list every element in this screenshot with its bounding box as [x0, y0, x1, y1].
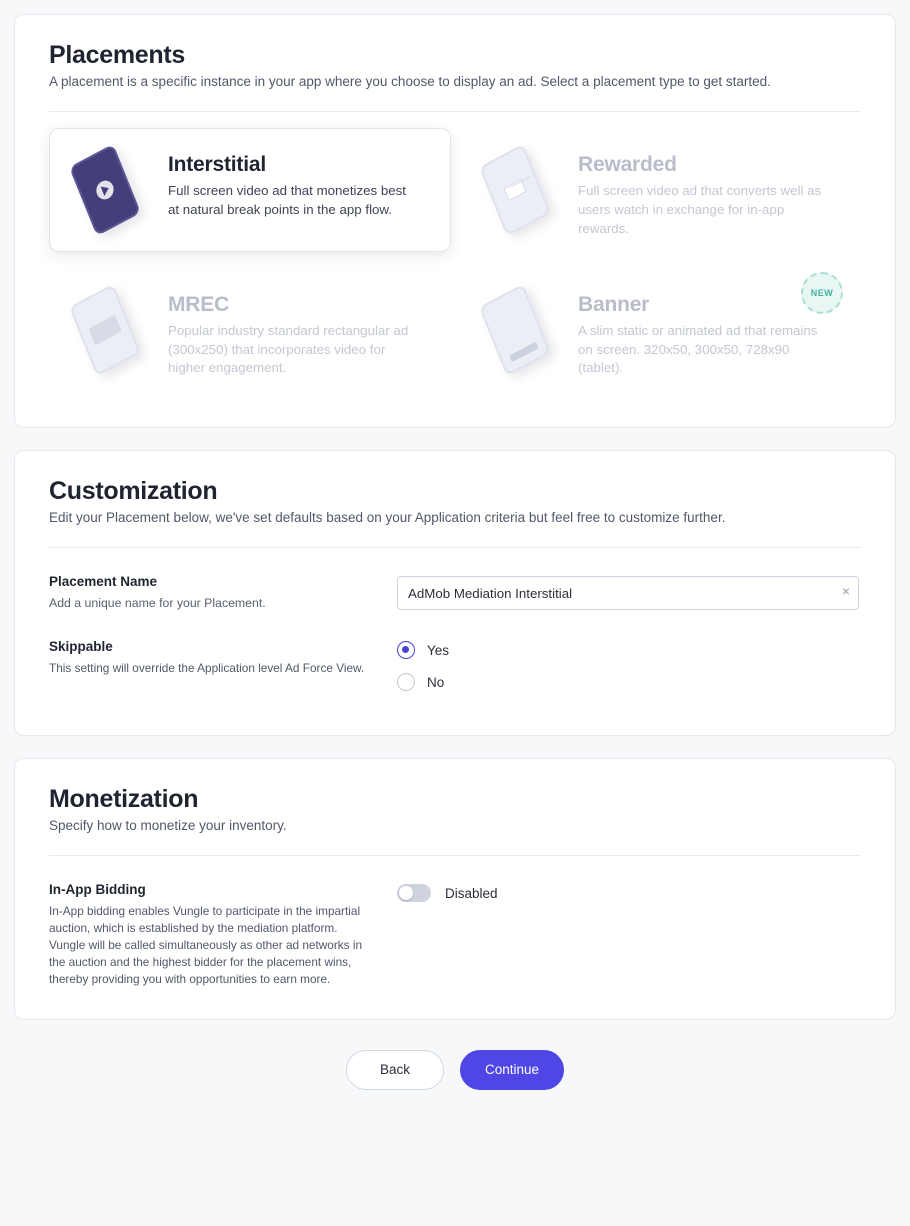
- skippable-control-col: [397, 639, 861, 705]
- radio-no-label: No: [427, 674, 445, 690]
- skippable-row: [49, 639, 861, 705]
- placement-name-control-col: [397, 574, 861, 613]
- placement-option-description: Popular industry standard rectangular ad (300x250) that incorporates video for higher engagement.: [168, 322, 409, 376]
- placement-cell-mrec: [49, 268, 451, 398]
- skippable-help: This setting will override the Application level Ad Force View.: [49, 661, 365, 676]
- in-app-bidding-help: In-App bidding enables Vungle to participate in the impartial auction, which is established by the mediation platform. Vungle will be called simultaneously as other ad networks in the auction and the highest bidder for the placement wins, thereby providing you with opportunities to earn more.: [49, 904, 363, 987]
- placement-option-description: A slim static or animated ad that remains on screen. 320x50, 300x50, 728x90 (tablet).: [578, 322, 818, 376]
- placements-title: Placements: [49, 41, 185, 69]
- placement-name-input[interactable]: [397, 576, 859, 610]
- placement-option-text: [168, 147, 418, 220]
- in-app-bidding-label-col: [49, 882, 397, 988]
- placement-name-input-wrap: [397, 576, 859, 610]
- in-app-bidding-row: [49, 882, 861, 988]
- placement-option-title: Rewarded: [578, 153, 677, 176]
- skippable-label: Skippable: [49, 639, 113, 655]
- skippable-label-col: [49, 639, 397, 705]
- rewarded-phone-icon: [474, 147, 570, 231]
- interstitial-phone-icon: [64, 147, 160, 231]
- customization-card: [14, 450, 896, 736]
- monetization-subtitle: Specify how to monetize your inventory.: [49, 818, 287, 834]
- in-app-bidding-control-col: [397, 882, 861, 988]
- placement-name-help: Add a unique name for your Placement.: [49, 596, 266, 611]
- placement-option-text: [168, 287, 418, 379]
- placement-option-title: Banner: [578, 292, 650, 316]
- placement-name-label: Placement Name: [49, 574, 158, 590]
- radio-yes-icon[interactable]: [397, 641, 415, 659]
- radio-yes-label: Yes: [427, 642, 450, 658]
- monetization-card: [14, 758, 896, 1019]
- placement-cell-interstitial: [49, 128, 451, 258]
- placements-divider: [49, 111, 861, 112]
- wizard-footer: [14, 1042, 896, 1110]
- placement-option-text: [578, 147, 828, 239]
- placement-option-text: [578, 287, 828, 379]
- in-app-bidding-state-label: Disabled: [445, 885, 498, 901]
- placement-cell-banner: [459, 268, 861, 398]
- back-button[interactable]: Back: [346, 1050, 444, 1090]
- monetization-title: Monetization: [49, 785, 199, 814]
- new-badge-icon: NEW: [801, 272, 843, 314]
- banner-phone-icon: [474, 287, 570, 371]
- placement-type-grid: [49, 128, 861, 397]
- in-app-bidding-toggle-row: [397, 884, 861, 902]
- placement-option-title: MREC: [168, 292, 230, 316]
- placement-name-row: [49, 574, 861, 613]
- monetization-divider: [49, 855, 861, 856]
- placement-name-label-col: [49, 574, 397, 613]
- placement-option-description: Full screen video ad that monetizes best at natural break points in the app flow.: [168, 183, 406, 217]
- clear-icon[interactable]: ×: [841, 583, 850, 600]
- continue-button[interactable]: Continue: [460, 1050, 564, 1090]
- placements-subtitle: A placement is a specific instance in your app where you choose to display an ad. Select a placement type to get started.: [49, 74, 771, 89]
- placement-option-interstitial[interactable]: [49, 128, 451, 252]
- in-app-bidding-label: In-App Bidding: [49, 882, 146, 898]
- radio-no-icon[interactable]: [397, 673, 415, 691]
- in-app-bidding-toggle[interactable]: [397, 884, 431, 902]
- placement-option-rewarded[interactable]: [459, 128, 861, 258]
- customization-divider: [49, 547, 861, 548]
- placement-option-mrec[interactable]: [49, 268, 451, 398]
- skippable-option-yes[interactable]: [397, 641, 861, 659]
- customization-title: Customization: [49, 477, 218, 506]
- placement-option-title: Interstitial: [168, 153, 266, 176]
- mrec-phone-icon: [64, 287, 160, 371]
- skippable-option-no[interactable]: [397, 673, 861, 691]
- placement-option-description: Full screen video ad that converts well as users watch in exchange for in-app rewards.: [578, 183, 822, 236]
- placements-card: [14, 14, 896, 428]
- customization-subtitle: Edit your Placement below, we've set defaults based on your Application criteria but feel free to customize further.: [49, 510, 726, 526]
- placement-cell-rewarded: [459, 128, 861, 258]
